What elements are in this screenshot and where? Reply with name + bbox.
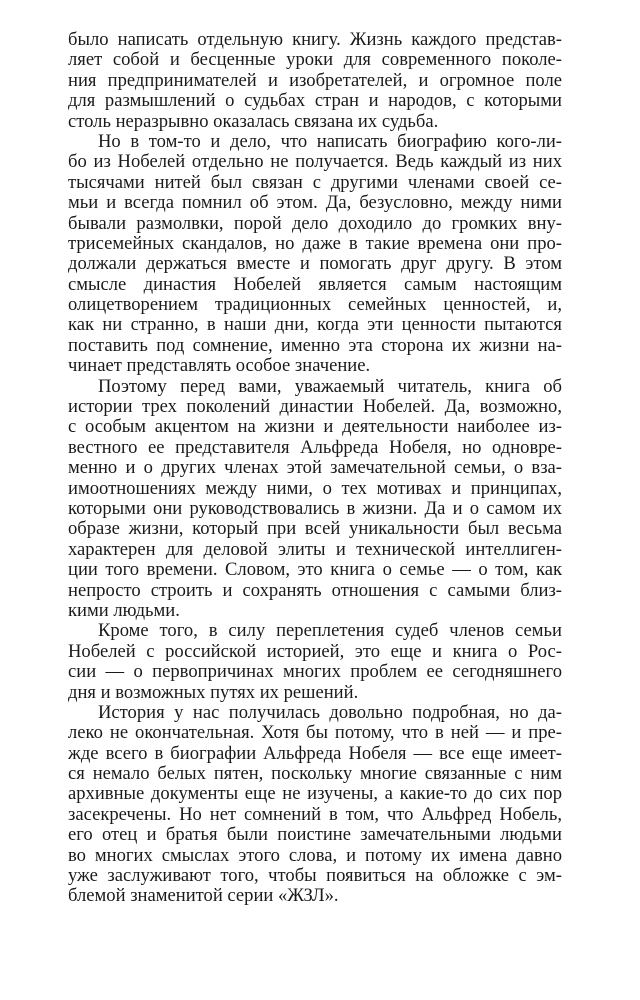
text-line: ции того времени. Словом, это книга о семье — о том, как [68,560,562,581]
text-line: сии — о первопричинах многих проблем ее сегодняшнего [68,662,562,683]
text-line: Кроме того, в силу переплетения судеб членов семьи [98,621,562,642]
text-line: как ни странно, в наши дни, когда эти ценности пытаются [68,315,562,336]
text-line: дня и возможных путях их решений. [68,682,359,703]
text-line: ляет собой и бесценные уроки для современного поколе- [68,50,562,71]
text-line: имоотношениях между ними, о тех мотивах и принципах, [68,478,562,499]
paragraph-1 [68,30,562,132]
paragraph-4 [68,621,562,703]
text-line: олицетворением традиционных семейных ценностей, и, [68,295,562,316]
text-line: трисемейных скандалов, но даже в такие времена они про- [68,233,562,254]
text-line: бо из Нобелей отдельно не получается. Ведь каждый из них [68,152,562,173]
paragraph-2 [68,132,562,377]
text-line: столь неразрывно оказалась связана их судьба. [68,111,439,132]
text-line: вестного ее представителя Альфреда Нобеля, но одновре- [68,437,562,458]
text-line: во многих смыслах этого слова, и потому их имена давно [68,845,562,866]
text-line: уже заслуживают того, чтобы появиться на обложке с эм- [68,866,562,887]
book-page-text [68,30,562,907]
text-line: мьи и всегда помнил об этом. Да, безусловно, между ними [68,193,562,214]
text-line: которыми они руководствовались в жизни. Да и о самом их [68,498,562,519]
text-line: поставить под сомнение, именно эта сторона их жизни на- [68,335,562,356]
text-line: Но в том-то и дело, что написать биографию кого-ли- [98,131,562,152]
text-line: История у нас получилась довольно подробная, но да- [98,702,562,723]
text-line: истории трех поколений династии Нобелей. Да, возможно, [68,397,562,418]
text-line: кими людьми. [68,600,180,621]
text-line: блемой знаменитой серии «ЖЗЛ». [68,886,339,907]
paragraph-3 [68,377,562,622]
text-line: непросто строить и сохранять отношения с самыми близ- [68,580,562,601]
text-line: тысячами нитей был связан с другими членами своей се- [68,172,562,193]
text-line: засекречены. Но нет сомнений в том, что Альфред Нобель, [68,804,562,825]
text-line: для размышлений о судьбах стран и народов, с которыми [68,91,562,112]
text-line: ния предпринимателей и изобретателей, и огромное поле [68,70,562,91]
text-line: характерен для деловой элиты и технической интеллиген- [68,539,562,560]
text-line: леко не окончательная. Хотя бы потому, что в ней — и пре- [68,723,562,744]
text-line: образе жизни, который при всей уникальности был весьма [68,519,562,540]
text-line: чинает представлять особое значение. [68,356,371,377]
text-line: Нобелей с российской историей, это еще и книга о Рос- [68,641,562,662]
paragraph-5 [68,703,562,907]
text-line: Поэтому перед вами, уважаемый читатель, книга об [98,376,562,397]
text-line: жде всего в биографии Альфреда Нобеля — все еще имеет- [68,743,562,764]
text-line: менно и о других членах этой замечательной семьи, о вза- [68,458,562,479]
text-line: должали держаться вместе и помогать друг другу. В этом [68,254,562,275]
text-line: его отец и братья были поистине замечательными людьми [68,825,562,846]
text-line: смысле династия Нобелей является самым настоящим [68,274,562,295]
text-line: архивные документы еще не изучены, а какие-то до сих пор [68,784,562,805]
text-line: с особым акцентом на жизни и деятельности наиболее из- [68,417,562,438]
text-line: бывали размолвки, порой дело доходило до громких вну- [68,213,562,234]
text-line: ся немало белых пятен, поскольку многие связанные с ним [68,764,562,785]
text-line: было написать отдельную книгу. Жизнь каждого представ- [68,30,562,50]
